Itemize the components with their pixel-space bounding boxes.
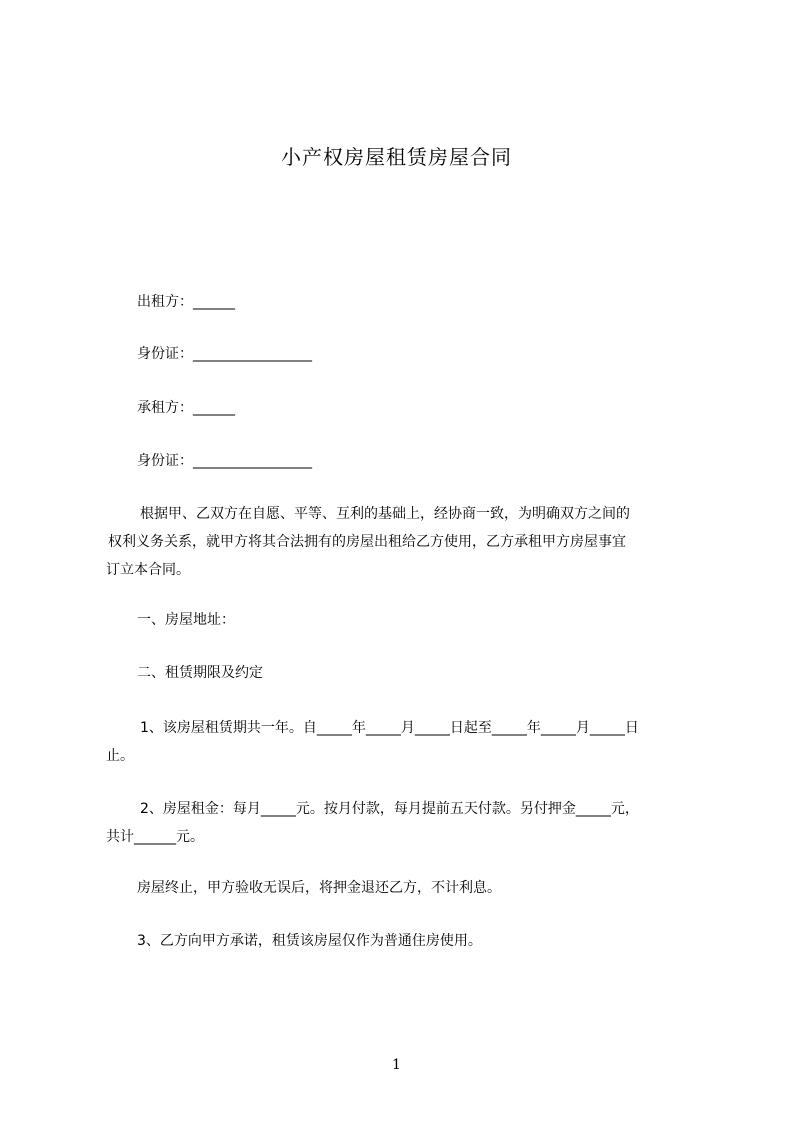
- document-title: 小产权房屋租赁房屋合同: [281, 145, 512, 169]
- clause-3: 3、乙方向甲方承诺，租赁该房屋仅作为普通住房使用。: [137, 933, 482, 949]
- clause-1-line-2: 止。: [106, 748, 134, 764]
- clause-2-line-1: 2、房屋租金：每月_____元。按月付款，每月提前五天付款。另付押金_____元，: [140, 801, 639, 817]
- section-lease-term: 二、租赁期限及约定: [137, 665, 263, 681]
- intro-line-1: 根据甲、乙双方在自愿、平等、互利的基础上，经协商一致，为明确双方之间的: [140, 506, 630, 522]
- intro-paragraph: [106, 500, 706, 584]
- deposit-note: 房屋终止，甲方验收无误后，将押金退还乙方，不计利息。: [137, 880, 501, 896]
- section-house-address: 一、房屋地址：: [137, 612, 235, 628]
- lessee-id-line: 身份证：_________________: [137, 453, 312, 469]
- lessor-line: 出租方：______: [137, 294, 235, 310]
- intro-line-2: 权利义务关系，就甲方将其合法拥有的房屋出租给乙方使用，乙方承租甲方房屋事宜: [108, 534, 626, 550]
- lessor-id-line: 身份证：_________________: [137, 346, 312, 362]
- page-number: 1: [392, 1057, 401, 1073]
- lessee-line: 承租方：______: [137, 400, 235, 416]
- clause-1: [106, 714, 706, 770]
- intro-line-3: 订立本合同。: [106, 562, 190, 578]
- clause-2-line-2: 共计______元。: [106, 829, 204, 845]
- clause-1-line-1: 1、该房屋租赁期共一年。自_____年_____月_____日起至_____年_____月_____日: [140, 720, 639, 736]
- clause-2: [106, 795, 706, 851]
